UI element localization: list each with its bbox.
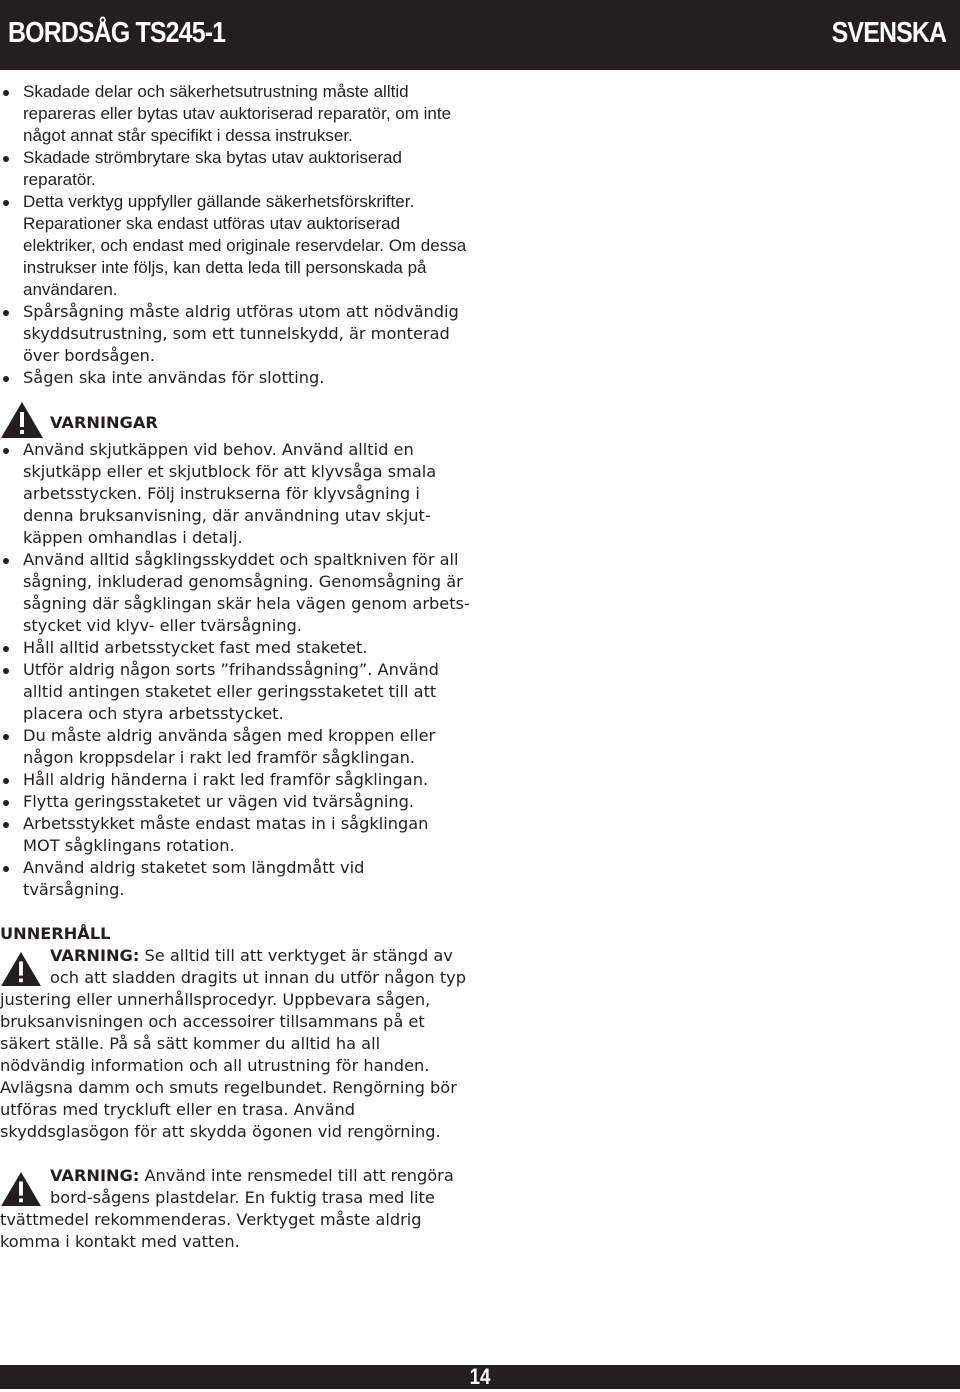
- list-item: Sågen ska inte användas för slotting.: [0, 367, 470, 389]
- manual-title: BORDSÅG TS245-1: [8, 17, 226, 49]
- maintenance-warning-1: [0, 945, 470, 1143]
- list-item: Använd alltid sågklingsskyddet och spaltkniven för all sågning, inkluderad genomsågning. Genomsågning är sågning där sågklingan skär hela vägen genom arbets-stycket vid klyv- eller tvärsågning.: [0, 549, 470, 637]
- list-item: Skadade delar och säkerhetsutrustning måste alltid repareras eller bytas utav auktoriserad reparatör, om inte något annat står specifikt i dessa instrukser.: [0, 81, 470, 147]
- list-item: Utför aldrig någon sorts ”frihandssågning”. Använd alltid antingen staketet eller geringsstaketet till att placera och styra arbetsstycket.: [0, 659, 470, 725]
- list-item: Du måste aldrig använda sågen med kroppen eller någon kroppsdelar i rakt led framför sågklingan.: [0, 725, 470, 769]
- page-header: [0, 0, 960, 70]
- list-item: Använd aldrig staketet som längdmått vid tvärsågning.: [0, 857, 470, 901]
- warnings-list: [0, 439, 470, 901]
- page-content: [0, 81, 470, 1253]
- warning-triangle-icon: [0, 401, 44, 439]
- language-label: SVENSKA: [831, 17, 946, 49]
- safety-list: [0, 81, 470, 389]
- list-item: Skadade strömbrytare ska bytas utav auktoriserad reparatör.: [0, 147, 470, 191]
- page-footer: [0, 1365, 960, 1389]
- list-item: Håll aldrig händerna i rakt led framför sågklingan.: [0, 769, 470, 791]
- list-item: Arbetsstykket måste endast matas in i sågklingan MOT sågklingans rotation.: [0, 813, 470, 857]
- warning-label: VARNING:: [50, 1166, 140, 1185]
- maintenance-title: UNNERHÅLL: [0, 924, 111, 943]
- list-item: Flytta geringsstaketet ur vägen vid tvärsågning.: [0, 791, 470, 813]
- maintenance-warning-2: [0, 1165, 470, 1253]
- list-item: Använd skjutkäppen vid behov. Använd alltid en skjutkäpp eller et skjutblock för att klyvsåga smala arbetsstycken. Följ instrukserna för klyvsågning i denna bruksanvisning, där användning utav skjut-käppen omhandlas i detalj.: [0, 439, 470, 549]
- warning-triangle-icon: [0, 951, 42, 987]
- list-item: Håll alltid arbetsstycket fast med staketet.: [0, 637, 470, 659]
- warning-label: VARNING:: [50, 946, 140, 965]
- warning-text: Använd inte rensmedel till att rengöra bord-sågens plastdelar. En fuktig trasa med lite tvättmedel rekommenderas. Verktyget måste aldrig komma i kontakt med vatten.: [0, 1166, 454, 1251]
- list-item: Spårsågning måste aldrig utföras utom att nödvändig skyddsutrustning, som ett tunnelskydd, är monterad över bordsågen.: [0, 301, 470, 367]
- warnings-heading: [0, 399, 470, 439]
- warnings-title: VARNINGAR: [50, 413, 158, 432]
- warning-triangle-icon: [0, 1171, 42, 1207]
- warning-text: Se alltid till att verktyget är stängd av och att sladden dragits ut innan du utför någon typ justering eller unnerhållsprocedyr. Uppbevara sågen, bruksanvisningen och accessoirer tillsammans på et säkert ställe. På så sätt kommer du alltid ha all nödvändig information och all utrustning för handen. Avlägsna damm och smuts regelbundet. Rengörning bör utföras med tryckluft eller en trasa. Använd skyddsglasögon för att skydda ögonen vid rengörning.: [0, 946, 467, 1141]
- page-number: 14: [469, 1364, 491, 1389]
- list-item: Detta verktyg uppfyller gällande säkerhetsförskrifter. Reparationer ska endast utföras utav auktoriserad elektriker, och endast med originale reservdelar. Om dessa instrukser inte följs, kan detta leda till personskada på användaren.: [0, 191, 470, 301]
